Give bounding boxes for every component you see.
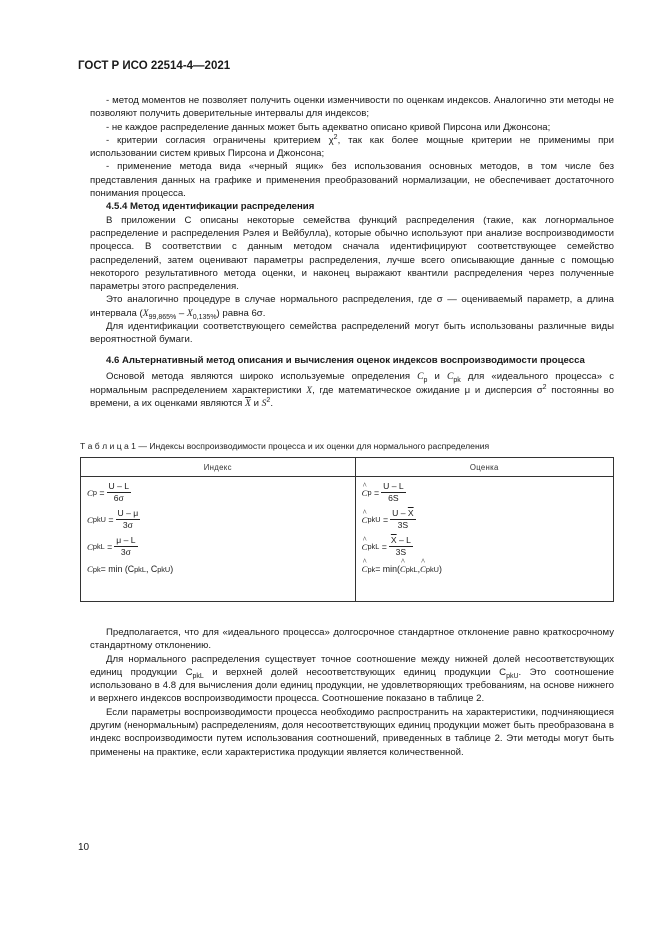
- table-caption: Т а б л и ц а 1 — Индексы воспроизводимости процесса и их оценки для нормального распределения: [80, 441, 490, 451]
- standard-header: ГОСТ Р ИСО 22514-4—2021: [78, 60, 231, 72]
- subscript: 0,135%: [192, 313, 217, 321]
- page-number: 10: [78, 842, 90, 853]
- paragraph: [90, 121, 614, 134]
- paragraph: [90, 626, 614, 653]
- paragraph: [90, 293, 614, 320]
- paragraph: [90, 320, 614, 347]
- text: .: [270, 397, 273, 409]
- text: для «идеального процесса» с нормальным распределением характеристики: [90, 371, 614, 396]
- superscript: 2: [333, 133, 338, 141]
- paragraph: [90, 370, 614, 410]
- column-header-estimate: Оценка: [355, 458, 613, 477]
- text: и верхней долей несоответствующих единиц продукции C: [203, 666, 507, 678]
- text: - критерии согласия ограничены критерием: [106, 134, 329, 146]
- var-c: C: [446, 371, 454, 383]
- subscript: pk: [453, 377, 461, 385]
- text: –: [176, 307, 187, 319]
- var-s: S: [261, 397, 267, 409]
- subscript: pkL: [192, 672, 204, 680]
- var-x: X: [142, 307, 149, 319]
- text: и: [427, 371, 447, 383]
- var-x-bar: $\overline{X}$: [245, 397, 251, 409]
- column-header-index: Индекс: [81, 458, 356, 477]
- text: . Это соотношение использовано в 4.8 для вычисления доли единиц продукции, не удовлетворяющих требованиям, на основе нижнего и верхнего индексов воспроизводимости процесса. Соотношение показано в таблице 2.: [90, 666, 615, 705]
- formula-cp: C p = $\frac{U - L}{6\sigma}$: [87, 481, 130, 503]
- paragraph: [90, 94, 614, 121]
- formula-cpkl: C pkL = $\frac{\mu - L}{3\sigma}$: [87, 535, 136, 557]
- section-heading-4-5-4: 4.5.4 Метод идентификации распределения: [106, 201, 315, 213]
- paragraph: [90, 653, 614, 706]
- text: - не каждое распределение данных может быть адекватно описано кривой Пирсона или Джонсона;: [106, 121, 551, 133]
- text: Для идентификации соответствующего семейства распределений могут быть использованы различные виды вероятностной бумаги.: [90, 321, 614, 346]
- index-cell: [81, 477, 356, 602]
- formula-cpk: C pk = min (C pkL , C pkU ): [87, 564, 174, 574]
- text: Для нормального распределения существует точное соотношение между нижней долей несоответствующих единиц продукции C: [90, 653, 614, 678]
- formula-cp-hat: ^ C p = $\frac{U - L}{6S}$: [362, 479, 607, 506]
- text: Если параметры воспроизводимости процесса необходимо распространить на характеристики, подчиняющиеся другим (ненормальным) распределениям, доля несоответствующих единиц продукции может быть преобразована в индекс воспроизводимости путем использования соотношений, приведенных в таблице 2. Эти методы могут быть применены на практике, если характеристика продукции является количественной.: [90, 706, 614, 758]
- var-x: X: [306, 384, 313, 396]
- var-x: X: [186, 307, 193, 319]
- superscript: 2: [266, 396, 271, 404]
- text: - применение метода вида «черный ящик» без использования основных методов, в том числе без представления данных на графике и применения преобразований нормализации, не обеспечивает достаточного понимания процесса.: [90, 161, 614, 200]
- text: Это аналогично процедуре в случае нормального распределения, где σ — оцениваемый параметр, а длина интервала (: [90, 294, 614, 319]
- text: , где математическое ожидание μ и дисперсия σ: [312, 384, 543, 396]
- text-block-1: [90, 94, 614, 347]
- formula-cpku-hat: ^ C pkU = $\frac{U - \overline{X}}{3S}$: [362, 506, 607, 533]
- formula-cpkl-hat: ^ C pkL = $\frac{\overline{X} - L}{3S}$: [362, 533, 607, 560]
- chi-symbol: χ: [328, 134, 334, 146]
- paragraph: [90, 706, 614, 759]
- paragraph: [90, 134, 614, 161]
- paragraph: [90, 214, 614, 294]
- text: Основой метода являются широко используемые определения: [106, 371, 418, 383]
- table-1: [80, 457, 614, 602]
- formula-cpk-hat: ^ C pk = min( ^ C pkL , ^ C pkU ): [362, 560, 607, 578]
- text: ) равна 6σ.: [216, 307, 266, 319]
- text: В приложении С описаны некоторые семейства функций распределения (такие, как логнормальное распределение и распределения Рэлея и Вейбулла), которые обычно используют при анализе воспроизводимости процесса. В соответствии с данным методом сначала идентифицируют соответствующее семейство распределений, затем оценивают параметры распределения, лучше всего описывающие данные с помощью некоторого результативного метода оценки, и наконец выражают квантили распределения через полученные параметры этого распределения.: [90, 214, 614, 293]
- text: - метод моментов не позволяет получить оценки изменчивости по оценкам индексов. Аналогично эти методы не позволяют получить доверительные интервалы для индексов;: [90, 95, 614, 120]
- formula-cpku: C pkU = $\frac{U - \mu}{3\sigma}$: [87, 508, 139, 530]
- section-heading-4-6: 4.6 Альтернативный метод описания и вычисления оценок индексов воспроизводимости процесса: [106, 355, 585, 366]
- subscript: 99,865%: [148, 313, 177, 321]
- subscript: p: [423, 377, 428, 385]
- text: и: [250, 397, 262, 409]
- text: Предполагается, что для «идеального процесса» долгосрочное стандартное отклонение равно краткосрочному стандартному отклонению.: [90, 627, 614, 652]
- text: постоянны во времени, а их оценками являются: [90, 384, 615, 409]
- text-block-2: [90, 354, 614, 410]
- paragraph: [90, 160, 614, 200]
- text: , так как более мощные критерии не применимы при использовании систем кривых Пирсона и Джонсона;: [90, 134, 614, 160]
- text-block-3: [90, 626, 614, 759]
- var-c: C: [417, 371, 424, 383]
- superscript: 2: [542, 383, 547, 391]
- estimate-cell: [355, 477, 613, 602]
- subscript: pkU: [506, 672, 519, 680]
